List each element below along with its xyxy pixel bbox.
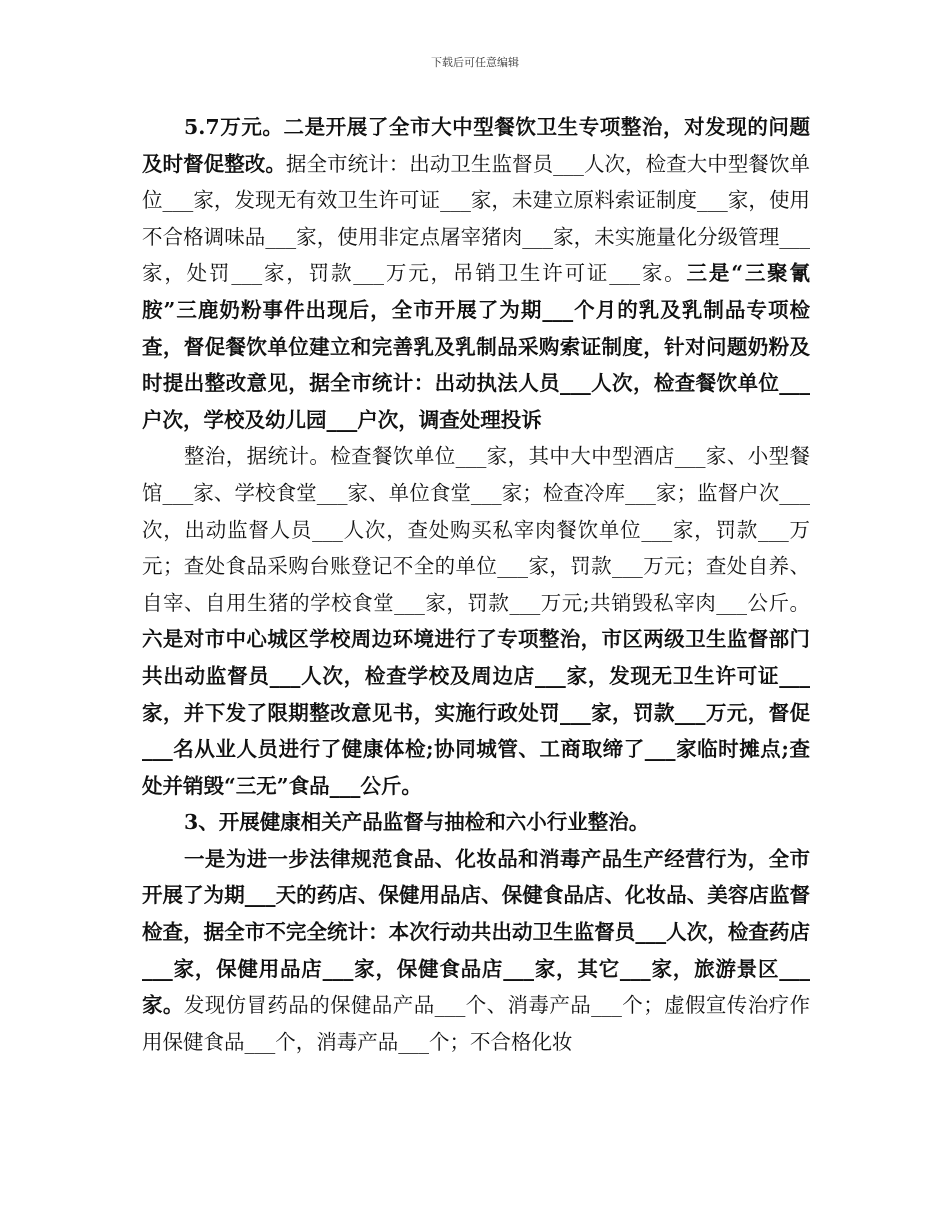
- text-run: 一是为进一步法律规范食品、化妆品和消毒产品生产经营行为，全市开展了为期___天的药店、保健用品店、保健食品店、化妆品、美容店监督检查，据全市不完全统计：本次行动共出动卫生监督员___人次，检查药店___家，保健用品店___家，保健食品店___家，其它___家，旅游景区___家。: [142, 846, 810, 1018]
- paragraph: [142, 804, 810, 841]
- text-run: 整治，据统计。检查餐饮单位___家，其中大中型酒店___家、小型餐馆___家、学校食堂___家、单位食堂___家；检查冷库___家；监督户次___次，出动监督人员___人次，查处购买私宰肉餐饮单位___家，罚款___万元；查处食品采购台账登记不全的单位___家，罚款___万元；查处自养、自宰、自用生猪的学校食堂___家，罚款___万元;共销毁私宰肉___公斤。: [142, 444, 810, 615]
- text-run: 3、开展健康相关产品监督与抽检和六小行业整治。: [184, 810, 650, 835]
- text-run: 5.7万元。二是开展了全市大中型餐饮卫生专项整治，对发现的问题及时督促整改。: [142, 115, 810, 176]
- document-body: [142, 109, 810, 1060]
- page-header: 下载后可任意编辑: [431, 56, 519, 69]
- paragraph: [142, 841, 810, 1061]
- text-run: 六是对市中心城区学校周边环境进行了专项整治，市区两级卫生监督部门共出动监督员___人次，检查学校及周边店___家，发现无卫生许可证___家，并下发了限期整改意见书，实施行政处罚___家，罚款___万元，督促___名从业人员进行了健康体检;协同城管、工商取缔了___家临时摊点;查处并销毁“三无”食品___公斤。: [142, 627, 810, 798]
- text-run: 据全市统计：出动卫生监督员___人次，检查大中型餐饮单位___家，发现无有效卫生许可证___家，未建立原料索证制度___家，使用不合格调味品___家，使用非定点屠宰猪肉___家，未实施量化分级管理___家，处罚___家，罚款___万元，吊销卫生许可证___家。: [142, 151, 811, 286]
- text-run: 三是“三聚氰胺”三鹿奶粉事件出现后，全市开展了为期___个月的乳及乳制品专项检查，督促餐饮单位建立和完善乳及乳制品采购索证制度，针对问题奶粉及时提出整改意见，据全市统计：出动执法人员___人次，检查餐饮单位___户次，学校及幼儿园___户次，调查处理投诉: [142, 261, 810, 432]
- text-run: 发现仿冒药品的保健品产品___个、消毒产品___个；虚假宣传治疗作用保健食品___个，消毒产品___个；不合格化妆: [142, 993, 811, 1054]
- paragraph: [142, 438, 810, 804]
- paragraph: [142, 109, 810, 438]
